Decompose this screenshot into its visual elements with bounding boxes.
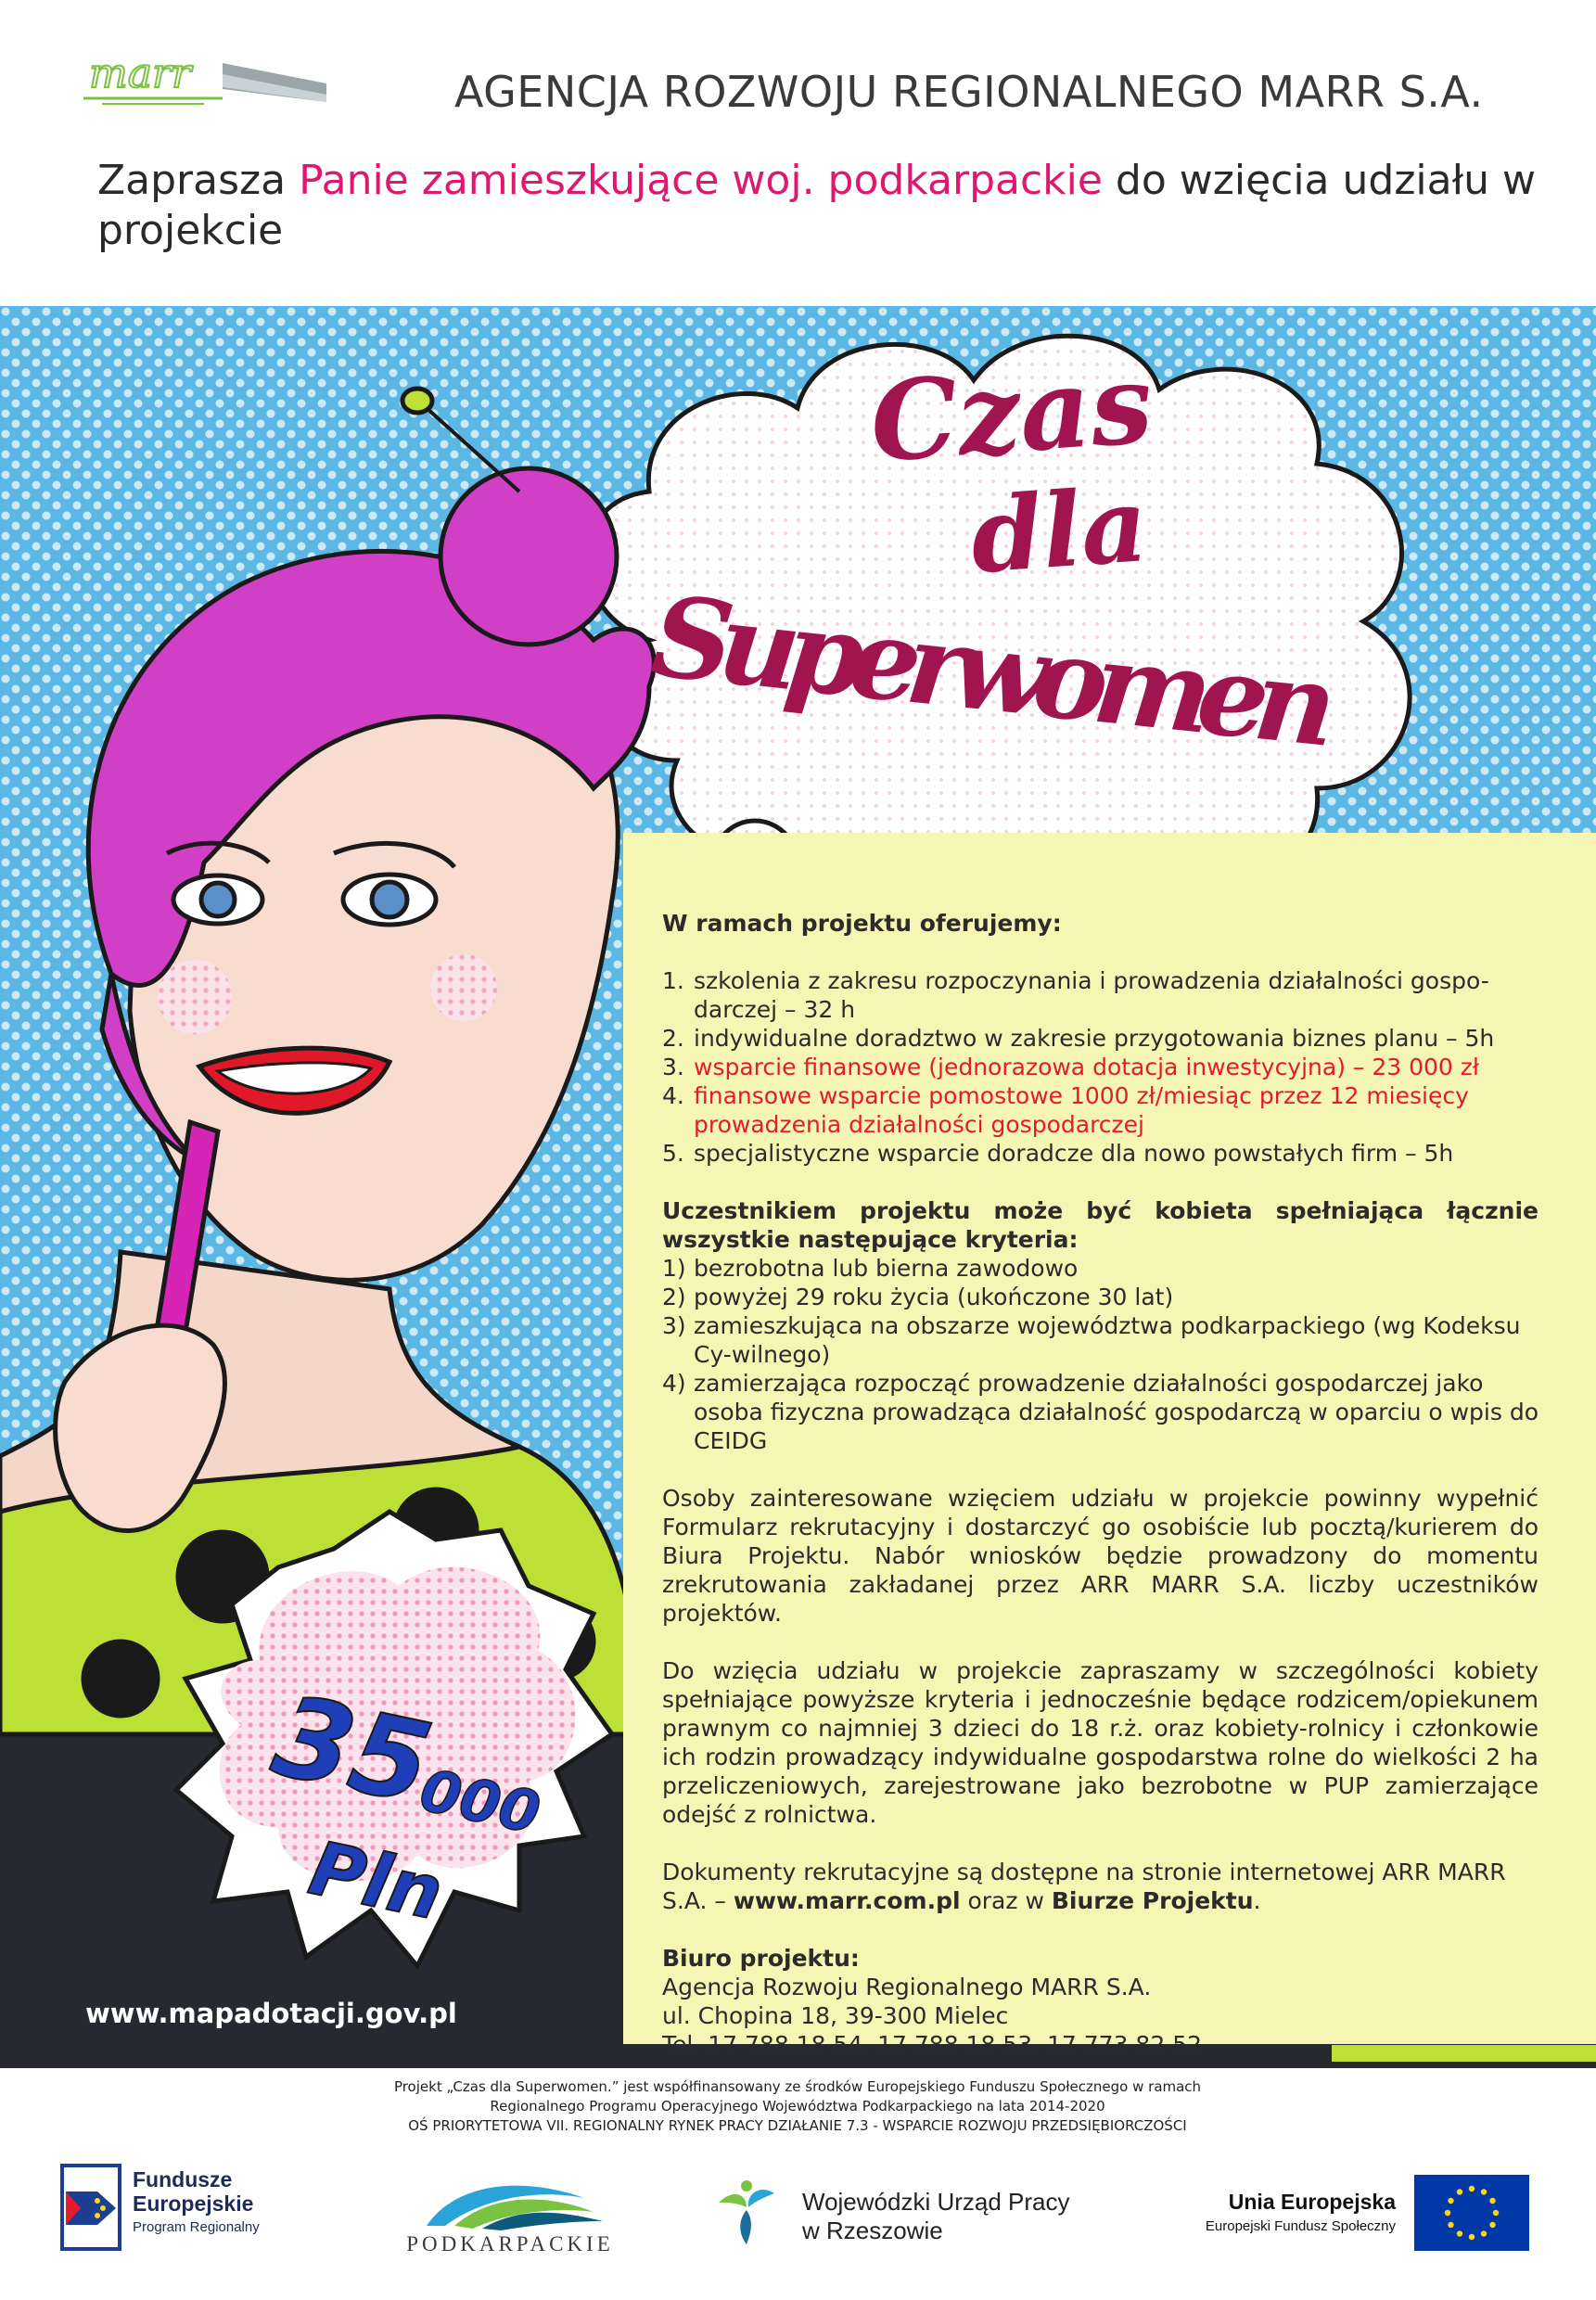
wup-line1: Wojewódzki Urząd Pracy xyxy=(802,2188,1070,2216)
amount-number: 35 xyxy=(262,1671,442,1831)
criteria-heading: Uczestnikiem projektu może być kobieta spełniająca łącznie wszystkie następujące kryteria: xyxy=(662,1197,1539,1253)
office-phones: Tel. 17 788 18 54, 17 788 18 53, 17 773 82 52 xyxy=(662,2031,1203,2058)
offer-item: 1. szkolenia z zakresu rozpoczynania i prowadzenia działalności gospo-darczej – 32 h xyxy=(662,967,1489,1023)
fe-line3: Program Regionalny xyxy=(133,2219,260,2235)
eu-flag-icon xyxy=(1414,2175,1529,2251)
fundusze-europejskie-logo xyxy=(60,2164,338,2256)
invite-part1: Zaprasza xyxy=(97,157,300,204)
eu-star-icon xyxy=(1493,2210,1499,2216)
note-line: OŚ PRIORYTETOWA VII. REGIONALNY RYNEK PRACY DZIAŁANIE 7.3 - WSPARCIE ROZWOJU PRZEDSIĘBIORCZOŚCI xyxy=(408,2117,1187,2134)
eu-star-icon xyxy=(1445,2210,1450,2216)
fe-emblem-icon xyxy=(60,2164,121,2251)
fe-line1: Fundusze xyxy=(133,2167,233,2191)
office-line: ul. Chopina 18, 39-300 Mielec xyxy=(662,2002,1009,2029)
marr-logo xyxy=(83,46,343,111)
mapadotacji-link[interactable]: www.mapadotacji.gov.pl xyxy=(85,1998,457,2029)
criteria-list xyxy=(662,1254,1539,1455)
recruitment-paragraph: Osoby zainteresowane wzięciem udziału w projekcie powinny wypełnić Formularz rekrutacyjny i dostarczyć go osobiście lub pocztą/kurierem do Biura Projektu. Nabór wniosków będzie prowadzony do momentu zrekrutowania zakładanej przez ARR MARR S.A. liczby uczestników projektów. xyxy=(662,1485,1539,1627)
eu-logo xyxy=(1164,2175,1553,2258)
invite-text xyxy=(97,156,1544,256)
eu-star-icon xyxy=(1469,2186,1475,2191)
criteria-item: 3) zamieszkująca na obszarze województwa podkarpackiego (wg Kodeksu Cy-wilnego) xyxy=(662,1312,1521,1368)
eu-star-icon xyxy=(1448,2198,1453,2204)
agency-title: AGENCJA ROZWOJU REGIONALNEGO MARR S.A. xyxy=(454,67,1484,117)
podkarpackie-logo xyxy=(389,2175,631,2258)
eu-star-icon xyxy=(1457,2189,1462,2194)
documents-paragraph: Dokumenty rekrutacyjne są dostępne na stronie internetowej ARR MARR S.A. – www.marr.com.pl oraz w Biurze Projektu. xyxy=(662,1859,1506,1914)
note-line: Regionalnego Programu Operacyjnego Województwa Podkarpackiego na lata 2014-2020 xyxy=(490,2098,1105,2115)
wup-emblem-icon xyxy=(709,2175,784,2249)
eu-star-icon xyxy=(1489,2198,1495,2204)
eu-star-icon xyxy=(1481,2230,1487,2236)
eu-star-icon xyxy=(1489,2222,1495,2228)
note-line: Projekt „Czas dla Superwomen.” jest współfinansowany ze środków Europejskiego Funduszu Społecznego w ramach xyxy=(393,2078,1202,2095)
offer-item: 2. indywidualne doradztwo w zakresie przygotowania biznes planu – 5h xyxy=(662,1025,1495,1052)
office-line: Agencja Rozwoju Regionalnego MARR S.A. xyxy=(662,1974,1152,2000)
wup-line2: w Rzeszowie xyxy=(802,2217,943,2244)
eu-star-icon xyxy=(1481,2189,1487,2194)
eu-line1: Unia Europejska xyxy=(1228,2190,1396,2214)
eu-star-icon xyxy=(1448,2222,1453,2228)
marr-website-link[interactable]: www.marr.com.pl xyxy=(733,1887,961,1914)
cloud-title xyxy=(575,317,1391,874)
invite-highlight: Panie zamieszkujące woj. podkarpackie xyxy=(299,157,1103,204)
criteria-item: 1) bezrobotna lub bierna zawodowo xyxy=(662,1255,1079,1282)
eu-star-icon xyxy=(1457,2230,1462,2236)
invitation-paragraph: Do wzięcia udziału w projekcie zapraszamy w szczególności kobiety spełniające powyższe kryteria i jednocześnie będące rodzicem/opiekunem prawnym co najmniej 3 dzieci do 18 r.ż. oraz kobiety-rolnicy i członkowie ich rodzin prowadzący indywidualne gospodarstwa rolne do wielkości 2 ha przeliczeniowych, zarejestrowane jako bezrobotne w PUP zamierzające odejść z rolnictwa. xyxy=(662,1657,1539,1828)
offer-item-highlight: 4. finansowe wsparcie pomostowe 1000 zł/miesiąc przez 12 miesięcy prowadzenia działalności gospodarczej xyxy=(662,1082,1469,1138)
offer-list xyxy=(662,966,1539,1168)
offer-item: 5. specjalistyczne wsparcie doradcze dla nowo powstałych firm – 5h xyxy=(662,1140,1454,1167)
amount-thousands: 000 xyxy=(414,1756,546,1847)
invite-part2: do wzięcia udziału w projekcie xyxy=(97,157,1536,254)
podkarpackie-emblem-icon xyxy=(399,2175,621,2230)
wup-logo xyxy=(709,2175,1099,2258)
eu-star-icon xyxy=(1469,2234,1475,2240)
offer-item-highlight: 3. wsparcie finansowe (jednorazowa dotacja inwestycyjna) – 23 000 zł xyxy=(662,1054,1480,1080)
podkarpackie-label: PODKARPACKIE xyxy=(406,2232,614,2255)
price-text xyxy=(241,1660,594,1966)
office-heading: Biuro projektu: xyxy=(662,1945,860,1972)
cofinancing-note xyxy=(278,2077,1317,2136)
title-dla: dla xyxy=(966,464,1152,596)
info-box xyxy=(623,833,1596,2058)
title-czas: Czas xyxy=(866,339,1157,487)
logo-wordmark: marr xyxy=(89,50,192,97)
criteria-item: 4) zamierzająca rozpocząć prowadzenie działalności gospodarczej jako osoba fizyczna prowadząca działalność gospodarczą w oparciu o wpis do CEIDG xyxy=(662,1370,1539,1454)
criteria-item: 2) powyżej 29 roku życia (ukończone 30 lat) xyxy=(662,1284,1174,1310)
title-superwomen: Superwomen xyxy=(645,570,1343,773)
amount-currency: Pln xyxy=(302,1824,451,1937)
eu-line2: Europejski Fundusz Społeczny xyxy=(1205,2218,1396,2234)
fe-line2: Europejskie xyxy=(133,2191,254,2216)
offer-heading: W ramach projektu oferujemy: xyxy=(662,910,1062,937)
